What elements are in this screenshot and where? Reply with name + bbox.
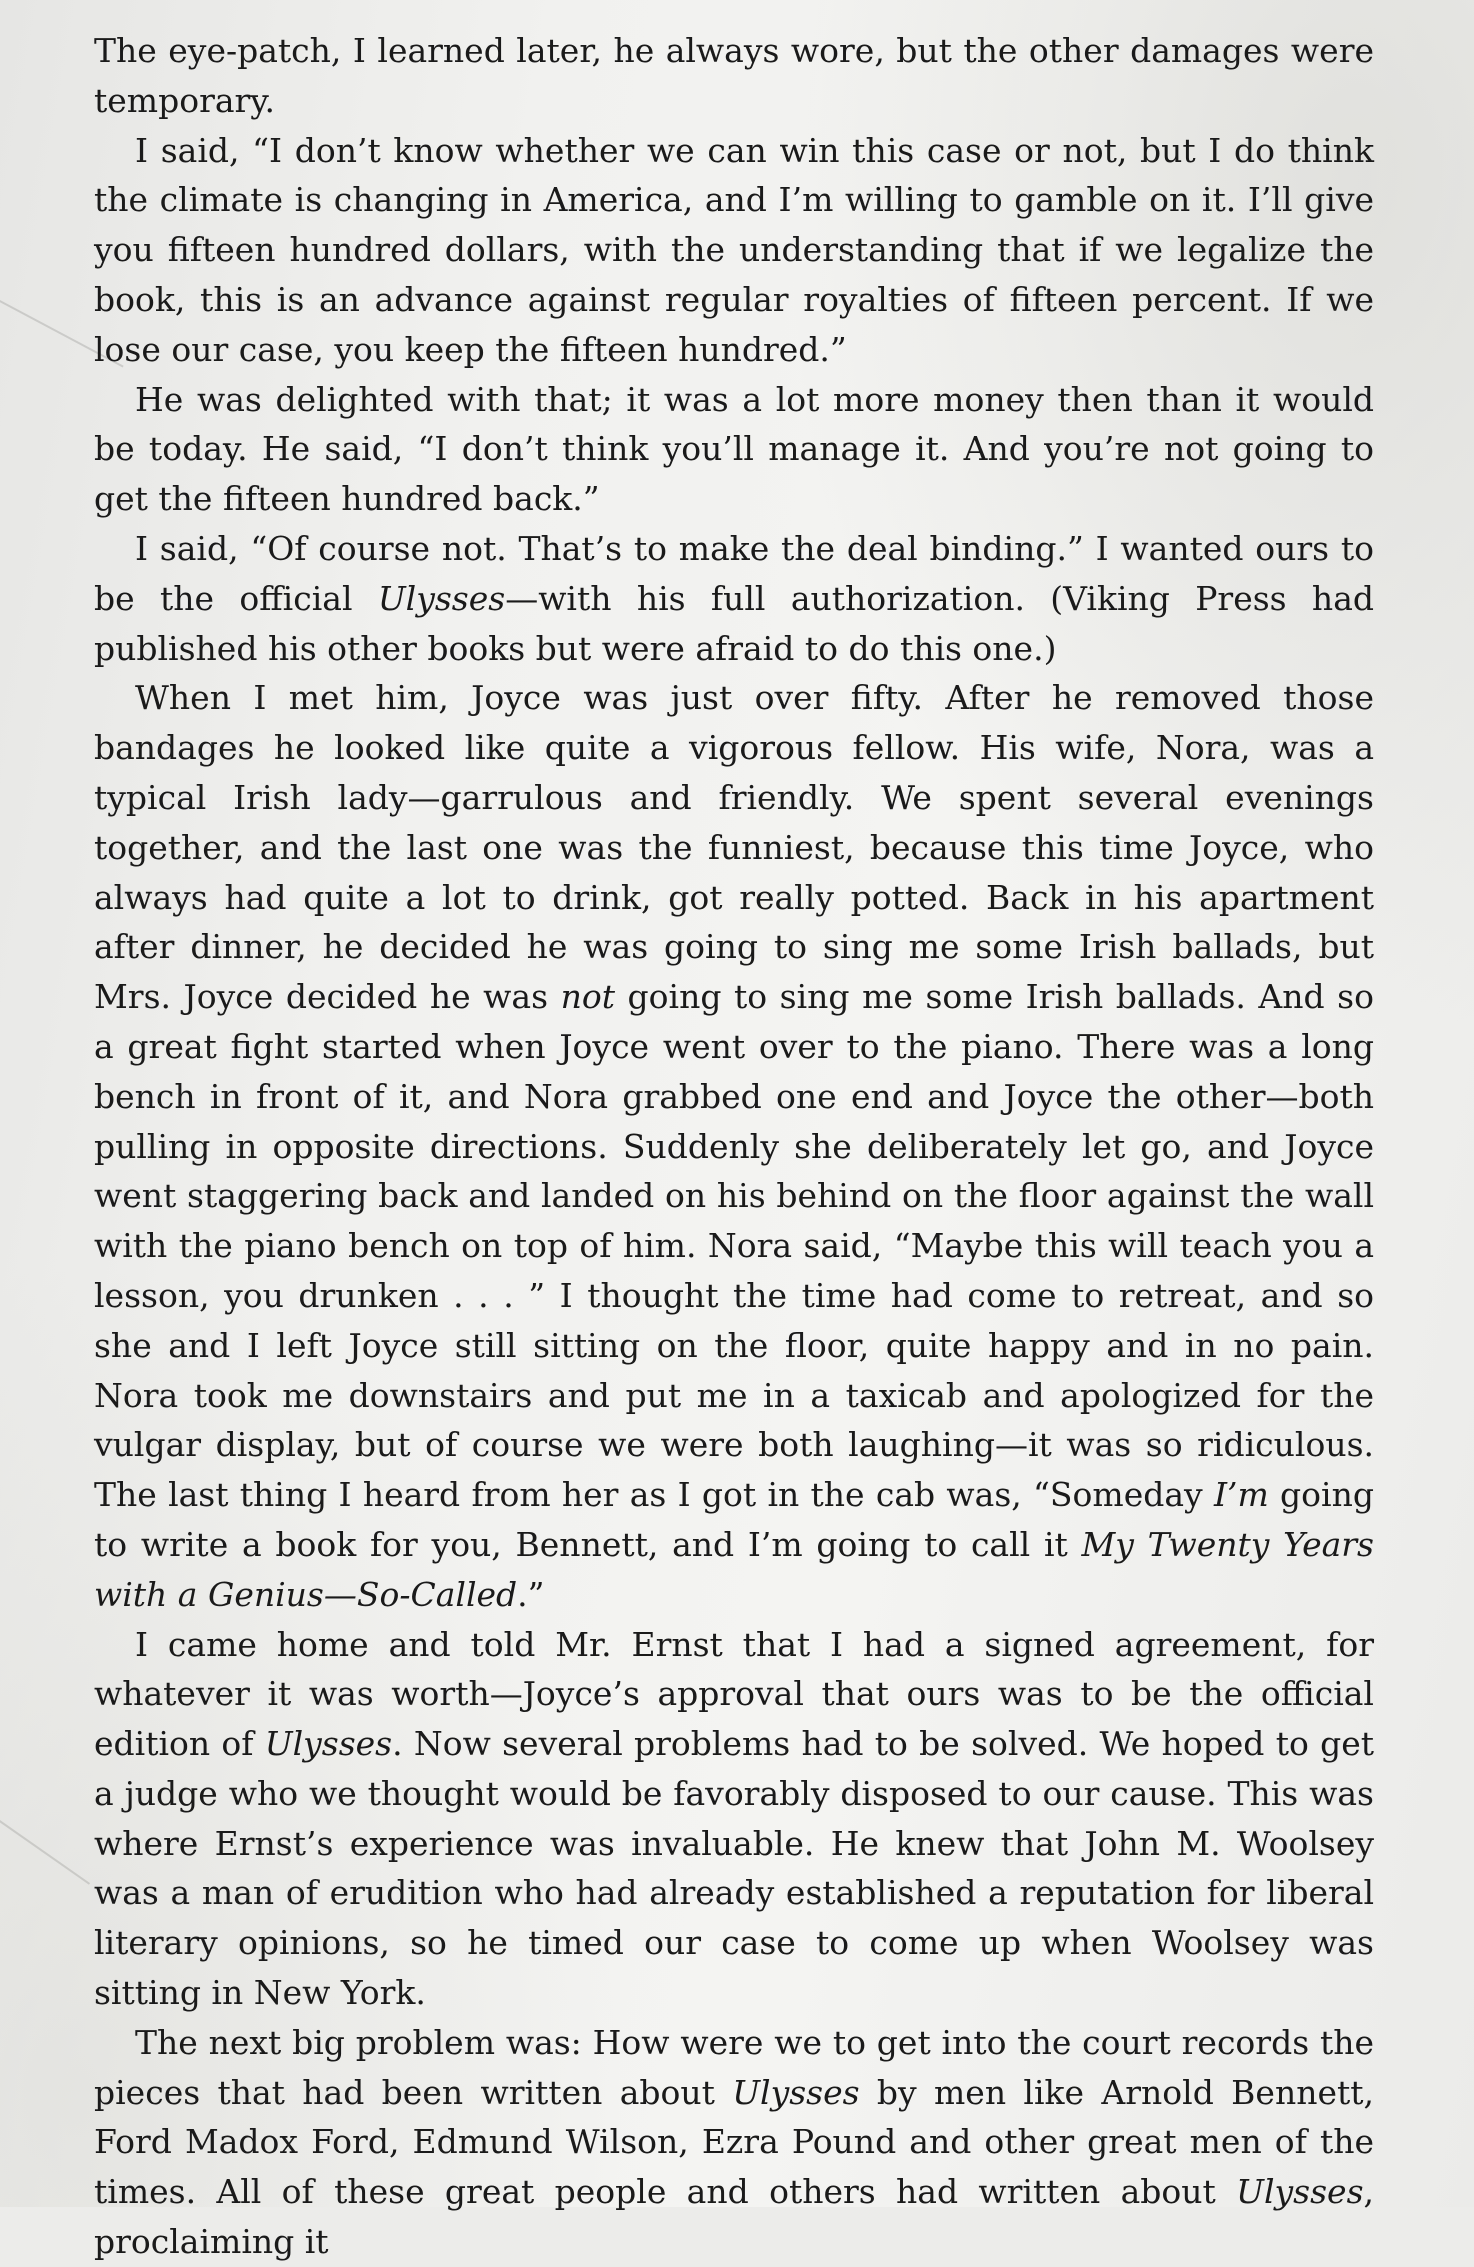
- text-run: I said, “I don’t know whether we can win this case or not, but I do think the climate is changing in America, and I’m willing to gamble on it. I’ll give you fifteen hundred dollars, with the understanding that if we legalize the book, this is an advance against regular royalties of fifteen percent. If we lose our case, you keep the fifteen hundred.”: [94, 130, 1374, 369]
- text-run: I said, “Of course not. That’s to make the deal binding.” I wanted ours to be the official: [94, 528, 1374, 618]
- italic-text: I’m: [1213, 1475, 1269, 1515]
- text-run: going to write a book for you, Bennett, and I’m going to call it: [94, 1475, 1374, 1564]
- text-run: going to sing me some Irish ballads. And so a great fight started when Joyce went over to the piano. There was a long bench in front of it, and Nora grabbed one end and Joyce the other—both pulling in opposite directions. Suddenly she deliberately let go, and Joyce went staggering back and landed on his behind on the floor against the wall with the piano bench on top of him. Nora said, “Maybe this will teach you a lesson, you drunken . . . ” I thought the time had come to retreat, and so she and I left Joyce still sitting on the floor, quite happy and in no pain. Nora took me downstairs and put me in a taxicab and apologized for the vulgar display, but of course we were both laughing—it was so ridiculous. The last thing I heard from her as I got in the cab was, “Someday: [94, 977, 1374, 1515]
- paragraph: [94, 375, 1374, 524]
- italic-text: Ulysses: [264, 1724, 393, 1764]
- text-run: .”: [517, 1574, 545, 1614]
- text-run: I came home and told Mr. Ernst that I had a signed agreement, for whatever it was worth—Joyce’s approval that ours was to be the official edition of: [94, 1624, 1374, 1764]
- text-run: , proclaiming it: [94, 2172, 1374, 2262]
- text-run: by men like Arnold Bennett, Ford Madox Ford, Edmund Wilson, Ezra Pound and other great men of the times. All of these great people and others had written about: [94, 2072, 1374, 2212]
- italic-text: Ulysses: [377, 578, 506, 618]
- italic-text: Ulysses: [1236, 2172, 1364, 2212]
- paragraph: [94, 1620, 1374, 2018]
- italic-text: My Twenty Years with a Genius—So-Called: [94, 1524, 1374, 1614]
- body-text: [94, 26, 1374, 2267]
- page-crease: [0, 1820, 90, 1885]
- italic-text: not: [560, 977, 615, 1017]
- paragraph: [94, 26, 1374, 126]
- text-run: The next big problem was: How were we to get into the court records the pieces that had been written about: [94, 2022, 1374, 2112]
- text-run: When I met him, Joyce was just over fifty. After he removed those bandages he looked like quite a vigorous fellow. His wife, Nora, was a typical Irish lady—garrulous and friendly. We spent several evenings together, and the last one was the funniest, because this time Joyce, who always had quite a lot to drink, got really potted. Back in his apartment after dinner, he decided he was going to sing me some Irish ballads, but Mrs. Joyce decided he was: [94, 678, 1374, 1017]
- paragraph: [94, 673, 1374, 1619]
- text-run: He was delighted with that; it was a lot more money then than it would be today. He said, “I don’t think you’ll manage it. And you’re not going to get the fifteen hundred back.”: [94, 379, 1374, 519]
- text-run: The eye-patch, I learned later, he always wore, but the other damages were temporary.: [94, 31, 1374, 120]
- italic-text: Ulysses: [732, 2072, 860, 2112]
- paragraph: [94, 126, 1374, 375]
- paragraph: [94, 2018, 1374, 2267]
- text-run: . Now several problems had to be solved. We hoped to get a judge who we thought would be favorably disposed to our cause. This was where Ernst’s experience was invaluable. He knew that John M. Woolsey was a man of erudition who had already established a reputation for liberal literary opinions, so he timed our case to come up when Woolsey was sitting in New York.: [94, 1724, 1374, 2013]
- text-run: —with his full authorization. (Viking Press had published his other books but were afraid to do this one.): [94, 578, 1374, 668]
- paragraph: [94, 524, 1374, 673]
